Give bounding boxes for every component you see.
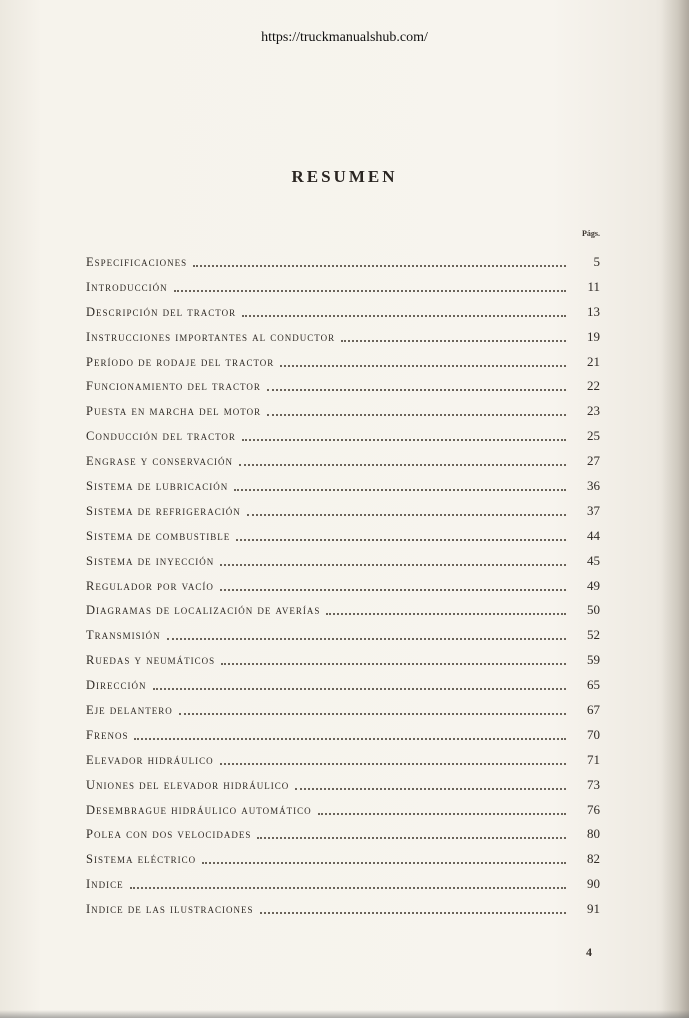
toc-entry[interactable] — [86, 474, 600, 499]
toc-entry-page: 67 — [587, 702, 600, 718]
toc-entry[interactable] — [86, 549, 600, 574]
toc-entry-title: Instrucciones importantes al conductor — [86, 329, 336, 344]
toc-entry-page: 59 — [587, 652, 600, 668]
page-title: RESUMEN — [291, 167, 398, 186]
toc-entry[interactable] — [86, 374, 600, 399]
toc-entry[interactable] — [86, 598, 600, 623]
toc-dot-leader — [267, 388, 566, 391]
toc-entry-title: Engrase y conservación — [86, 454, 234, 469]
toc-entry[interactable] — [86, 773, 600, 798]
toc-entry-page: 73 — [587, 776, 600, 792]
toc-entry-title: Uniones del elevador hidráulico — [86, 777, 290, 792]
toc-entry-title: Sistema de inyección — [86, 553, 215, 568]
toc-entry-title: Polea con dos velocidades — [86, 827, 252, 842]
toc-entry-title: Puesta en marcha del motor — [86, 404, 262, 419]
page-bottom-edge — [0, 1010, 689, 1018]
toc-dot-leader — [221, 662, 566, 665]
toc-entry-title: Descripción del tractor — [86, 304, 237, 319]
source-url[interactable]: https://truckmanualshub.com/ — [261, 30, 428, 45]
toc-dot-leader — [280, 364, 566, 367]
toc-entry-title: Desembrague hidráulico automático — [86, 802, 312, 817]
toc-entry-title: Dirección — [86, 678, 147, 693]
toc-entry[interactable] — [86, 648, 600, 673]
toc-entry[interactable] — [86, 449, 600, 474]
toc-dot-leader — [295, 787, 566, 790]
toc-entry[interactable] — [86, 574, 600, 599]
toc-entry[interactable] — [86, 399, 600, 424]
toc-dot-leader — [130, 886, 566, 889]
toc-entry[interactable] — [86, 325, 600, 350]
toc-entry-page: 22 — [587, 378, 600, 394]
toc-entry[interactable] — [86, 798, 600, 823]
toc-entry[interactable] — [86, 673, 600, 698]
toc-dot-leader — [153, 687, 566, 690]
toc-dot-leader — [174, 289, 566, 292]
page-spine-shadow — [661, 0, 689, 1018]
toc-entry-title: Sistema de combustible — [86, 528, 231, 543]
toc-entry-title: Frenos — [86, 727, 129, 742]
toc-entry-title: Funcionamiento del tractor — [86, 379, 261, 394]
toc-dot-leader — [260, 911, 566, 914]
toc-entry-page: 11 — [587, 278, 600, 294]
toc-entry-page: 82 — [587, 851, 600, 867]
toc-entry-page: 50 — [587, 602, 600, 618]
toc-dot-leader — [236, 538, 566, 541]
page-number: 4 — [586, 945, 592, 959]
table-of-contents — [86, 250, 600, 922]
toc-entry-page: 21 — [587, 353, 600, 369]
toc-entry-page: 80 — [587, 826, 600, 842]
toc-entry-title: Especificaciones — [86, 255, 188, 269]
toc-entry[interactable] — [86, 623, 600, 648]
pages-column-label: Págs. — [582, 229, 600, 238]
toc-dot-leader — [247, 513, 566, 516]
toc-entry-page: 5 — [593, 254, 600, 269]
toc-entry-page: 65 — [587, 677, 600, 693]
toc-dot-leader — [318, 812, 566, 815]
toc-entry[interactable] — [86, 723, 600, 748]
toc-entry-title: Introducción — [86, 279, 168, 294]
toc-entry-title: Eje delantero — [86, 703, 173, 718]
toc-dot-leader — [134, 737, 566, 740]
toc-dot-leader — [242, 438, 566, 441]
toc-entry-page: 44 — [587, 527, 600, 543]
toc-dot-leader — [341, 339, 566, 342]
toc-entry-title: Sistema eléctrico — [86, 852, 197, 867]
toc-entry-page: 13 — [587, 303, 600, 319]
toc-entry-page: 71 — [587, 751, 600, 767]
toc-dot-leader — [239, 463, 566, 466]
toc-entry-title: Elevador hidráulico — [86, 752, 214, 767]
toc-entry[interactable] — [86, 847, 600, 872]
toc-entry-page: 25 — [587, 428, 600, 444]
toc-entry-title: Sistema de refrigeración — [86, 503, 241, 518]
toc-entry-title: Indice — [86, 877, 124, 892]
toc-entry-page: 37 — [587, 502, 600, 518]
toc-entry-page: 52 — [587, 627, 600, 643]
toc-dot-leader — [326, 612, 566, 615]
toc-entry[interactable] — [86, 748, 600, 773]
toc-entry-page: 27 — [587, 453, 600, 469]
toc-dot-leader — [220, 588, 566, 591]
toc-dot-leader — [220, 563, 566, 566]
toc-entry[interactable] — [86, 300, 600, 325]
toc-dot-leader — [179, 712, 566, 715]
toc-dot-leader — [220, 762, 566, 765]
toc-entry[interactable] — [86, 275, 600, 300]
toc-entry[interactable] — [86, 250, 600, 275]
toc-entry-title: Ruedas y neumáticos — [86, 653, 216, 668]
toc-dot-leader — [267, 413, 566, 416]
toc-entry-title: Transmisión — [86, 628, 161, 643]
toc-dot-leader — [202, 861, 566, 864]
toc-dot-leader — [193, 264, 566, 267]
toc-entry[interactable] — [86, 424, 600, 449]
toc-entry-page: 90 — [587, 876, 600, 892]
toc-entry[interactable] — [86, 524, 600, 549]
toc-entry-page: 23 — [587, 403, 600, 419]
toc-entry-page: 76 — [587, 801, 600, 817]
toc-entry-title: Conducción del tractor — [86, 429, 236, 444]
toc-entry-page: 70 — [587, 726, 600, 742]
toc-entry-title: Período de rodaje del tractor — [86, 354, 275, 369]
toc-dot-leader — [257, 836, 566, 839]
toc-entry[interactable] — [86, 350, 600, 375]
toc-entry[interactable] — [86, 872, 600, 897]
toc-entry[interactable] — [86, 822, 600, 847]
toc-entry[interactable] — [86, 698, 600, 723]
toc-entry-title: Sistema de lubricación — [86, 479, 229, 494]
toc-entry-title: Diagramas de localización de averías — [86, 603, 321, 618]
toc-entry-page: 91 — [587, 901, 600, 917]
toc-dot-leader — [167, 637, 566, 640]
toc-entry-title: Indice de las ilustraciones — [86, 902, 254, 917]
toc-entry[interactable] — [86, 897, 600, 922]
toc-entry-title: Regulador por vacío — [86, 578, 214, 593]
toc-entry-page: 36 — [587, 478, 600, 494]
toc-entry-page: 49 — [587, 577, 600, 593]
toc-entry[interactable] — [86, 499, 600, 524]
toc-entry-page: 45 — [587, 552, 600, 568]
toc-entry-page: 19 — [587, 328, 600, 344]
toc-dot-leader — [242, 314, 566, 317]
toc-dot-leader — [234, 488, 566, 491]
